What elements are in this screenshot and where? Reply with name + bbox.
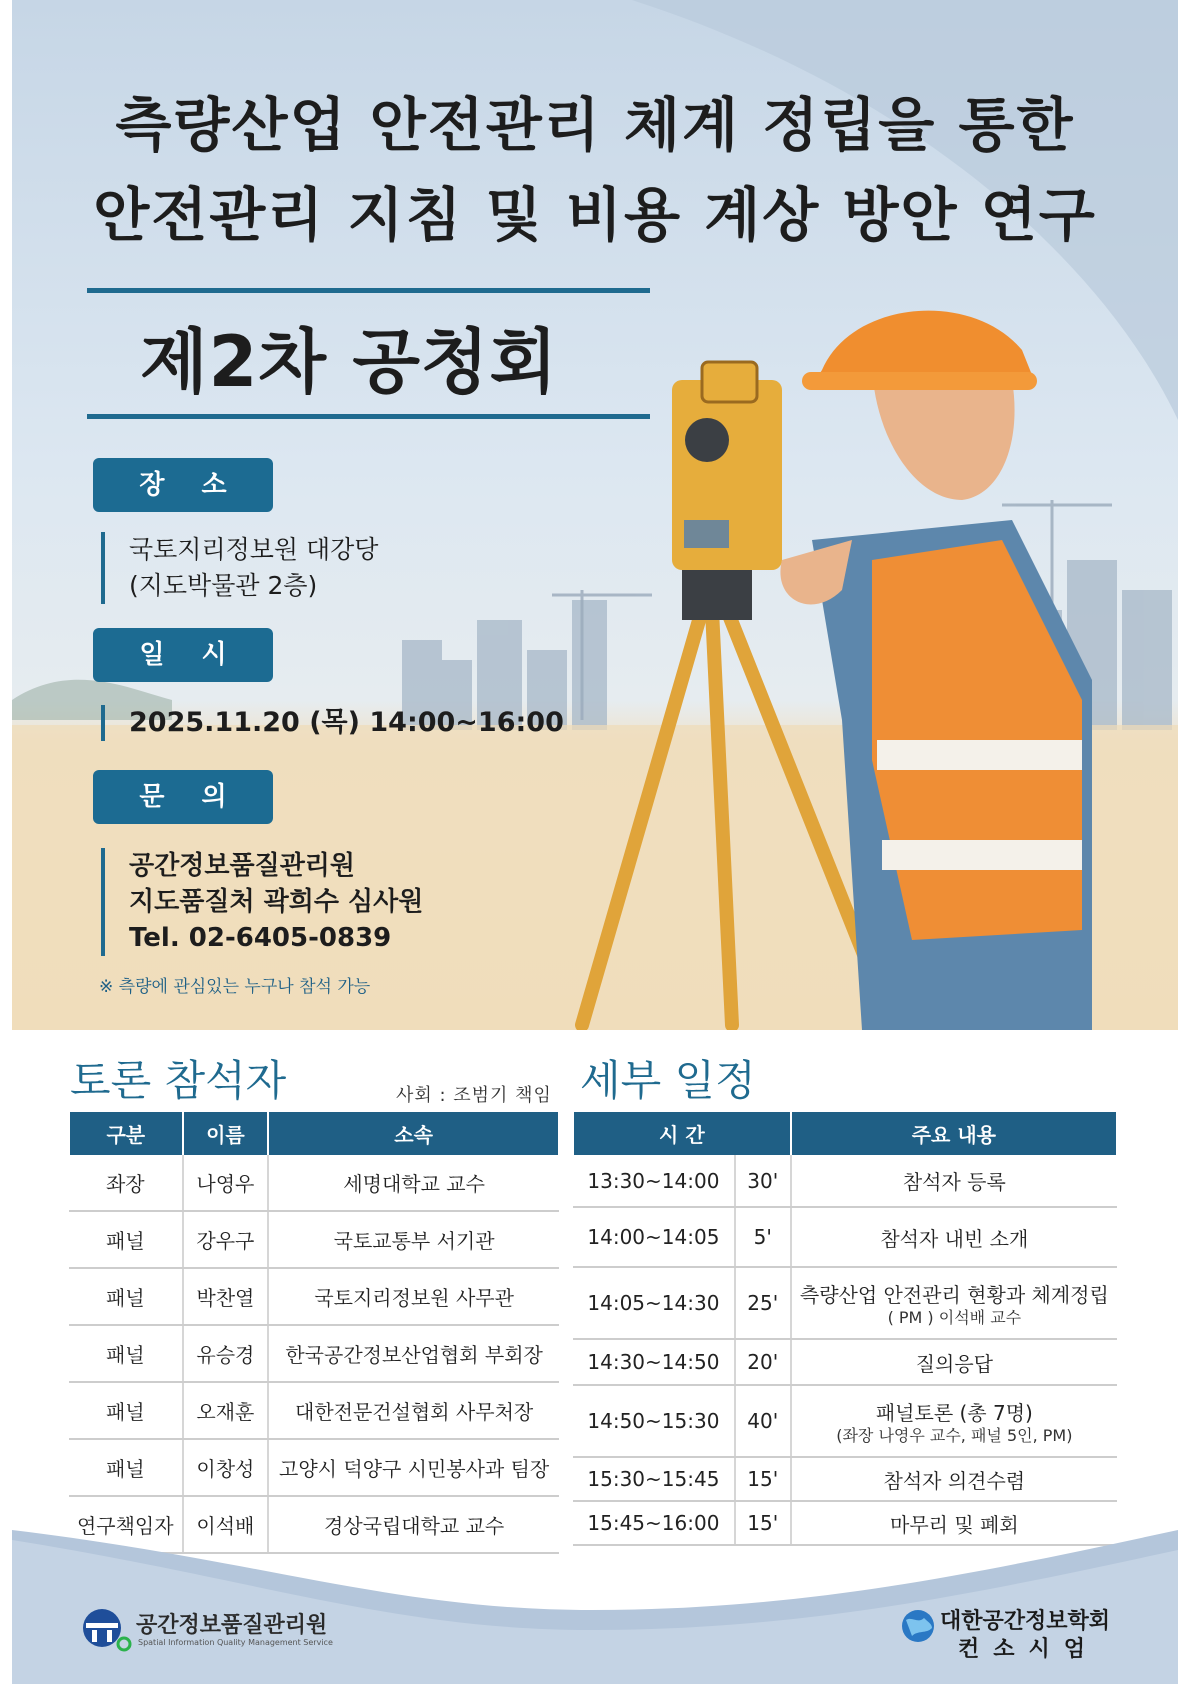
- footer-consortium: 컨소시엄: [958, 1637, 1100, 1662]
- panel-name: 이석배: [183, 1496, 269, 1553]
- panel-affiliation: 국토교통부 서기관: [268, 1211, 559, 1268]
- schedule-table: [572, 1112, 1118, 1546]
- panel-name: 오재훈: [183, 1382, 269, 1439]
- schedule-time: 13:30~14:00: [573, 1155, 735, 1207]
- schedule-duration: 15': [735, 1457, 791, 1501]
- main-title-line-1: 측량산업 안전관리 체계 정립을 통한: [115, 91, 1075, 159]
- venue-line-1: 국토지리정보원 대강당: [129, 535, 379, 564]
- table-row: [573, 1267, 1117, 1339]
- schedule-header-row: [573, 1112, 1117, 1155]
- schedule-content: [791, 1457, 1117, 1501]
- panel-role: 패널: [69, 1325, 183, 1382]
- attendance-note: ※ 측량에 관심있는 누구나 참석 가능: [99, 977, 371, 997]
- datetime-label: 일 시: [93, 628, 273, 682]
- schedule-content-main: 참석자 의견수렴: [883, 1468, 1026, 1493]
- panel-header-row: [69, 1112, 559, 1155]
- schedule-content-sub: ( PM ) 이석배 교수: [887, 1307, 1022, 1327]
- panel-table: [68, 1112, 560, 1554]
- table-row: [69, 1439, 559, 1496]
- venue-info: [101, 532, 378, 604]
- datetime-value: 2025.11.20 (목) 14:00~16:00: [129, 707, 564, 738]
- schedule-content-main: 참석자 등록: [902, 1170, 1006, 1194]
- panel-name: 이창성: [183, 1439, 269, 1496]
- schedule-time: 14:30~14:50: [573, 1339, 735, 1385]
- schedule-time: 15:45~16:00: [573, 1501, 735, 1545]
- table-row: [69, 1211, 559, 1268]
- title-rule-top: [87, 288, 650, 293]
- schedule-content: [791, 1385, 1117, 1457]
- schedule-duration: 15': [735, 1501, 791, 1545]
- schedule-time: 14:00~14:05: [573, 1207, 735, 1267]
- panel-affiliation: 고양시 덕양구 시민봉사과 팀장: [268, 1439, 559, 1496]
- footer-logo-right: [898, 1604, 1111, 1662]
- venue-label: 장 소: [93, 458, 273, 512]
- contact-line-2: 지도품질처 곽희수 심사원: [129, 887, 424, 917]
- panel-affiliation: 국토지리정보원 사무관: [268, 1268, 559, 1325]
- table-row: [69, 1155, 559, 1211]
- title-rule-bottom: [87, 414, 650, 419]
- table-row: [573, 1207, 1117, 1267]
- schedule-content-main: 질의응답: [915, 1351, 993, 1376]
- panel-affiliation: 경상국립대학교 교수: [268, 1496, 559, 1553]
- contact-info: [101, 848, 423, 956]
- schedule-time: 14:05~14:30: [573, 1267, 735, 1339]
- panel-header-category: 구분: [69, 1112, 183, 1155]
- globe-logo-icon: [898, 1604, 938, 1644]
- table-row: [573, 1155, 1117, 1207]
- panel-role: 패널: [69, 1211, 183, 1268]
- schedule-time: 15:30~15:45: [573, 1457, 735, 1501]
- footer-org-right-name: 대한공간정보학회: [940, 1609, 1111, 1634]
- contact-label: 문 의: [93, 770, 273, 824]
- panel-name: 박찬열: [183, 1268, 269, 1325]
- schedule-duration: 25': [735, 1267, 791, 1339]
- footer-org-left-en: Spatial Information Quality Management Service: [138, 1638, 333, 1647]
- schedule-content: [791, 1207, 1117, 1267]
- table-row: [573, 1339, 1117, 1385]
- contact-phone: Tel. 02-6405-0839: [129, 923, 392, 953]
- panel-header-name: 이름: [183, 1112, 269, 1155]
- schedule-content: [791, 1339, 1117, 1385]
- panel-affiliation: 한국공간정보산업협회 부회장: [268, 1325, 559, 1382]
- schedule-content-main: 마무리 및 폐회: [890, 1512, 1019, 1537]
- panel-affiliation: 세명대학교 교수: [268, 1155, 559, 1211]
- moderator-text: 사회 : 조범기 책임: [396, 1085, 552, 1106]
- panel-affiliation: 대한전문건설협회 사무처장: [268, 1382, 559, 1439]
- datetime-info: [101, 705, 564, 741]
- schedule-header-content: 주요 내용: [791, 1112, 1117, 1155]
- table-row: [69, 1382, 559, 1439]
- table-row: [69, 1268, 559, 1325]
- schedule-duration: 30': [735, 1155, 791, 1207]
- table-row: [573, 1457, 1117, 1501]
- panel-role: 연구책임자: [69, 1496, 183, 1553]
- table-row: [573, 1385, 1117, 1457]
- schedule-duration: 5': [735, 1207, 791, 1267]
- schedule-time: 14:50~15:30: [573, 1385, 735, 1457]
- schedule-content-sub: (좌장 나영우 교수, 패널 5인, PM): [836, 1425, 1073, 1445]
- schedule-content-main: 참석자 내빈 소개: [880, 1226, 1029, 1251]
- panel-role: 좌장: [69, 1155, 183, 1211]
- schedule-content: [791, 1267, 1117, 1339]
- schedule-header-time: 시 간: [573, 1112, 791, 1155]
- schedule-duration: 40': [735, 1385, 791, 1457]
- session-title: 제2차 공청회: [140, 321, 559, 403]
- schedule-section-title: 세부 일정: [580, 1056, 756, 1105]
- panel-role: 패널: [69, 1268, 183, 1325]
- panel-name: 강우구: [183, 1211, 269, 1268]
- panel-header-affiliation: 소속: [268, 1112, 559, 1155]
- footer-logo-left: [78, 1608, 333, 1658]
- table-row: [69, 1325, 559, 1382]
- main-title-line-2: 안전관리 지침 및 비용 계상 방안 연구: [93, 181, 1097, 249]
- quality-service-logo-icon: [78, 1608, 134, 1654]
- panel-role: 패널: [69, 1382, 183, 1439]
- panel-name: 유승경: [183, 1325, 269, 1382]
- contact-line-1: 공간정보품질관리원: [129, 851, 356, 881]
- panel-section-title: 토론 참석자: [70, 1056, 287, 1105]
- schedule-content: [791, 1155, 1117, 1207]
- venue-line-2: (지도박물관 2층): [129, 571, 318, 600]
- schedule-content-main: 측량산업 안전관리 현황과 체계정립: [799, 1282, 1109, 1307]
- schedule-content-main: 패널토론 (총 7명): [875, 1400, 1033, 1425]
- panel-role: 패널: [69, 1439, 183, 1496]
- schedule-duration: 20': [735, 1339, 791, 1385]
- panel-name: 나영우: [183, 1155, 269, 1211]
- footer-org-left-name: 공간정보품질관리원: [136, 1613, 328, 1638]
